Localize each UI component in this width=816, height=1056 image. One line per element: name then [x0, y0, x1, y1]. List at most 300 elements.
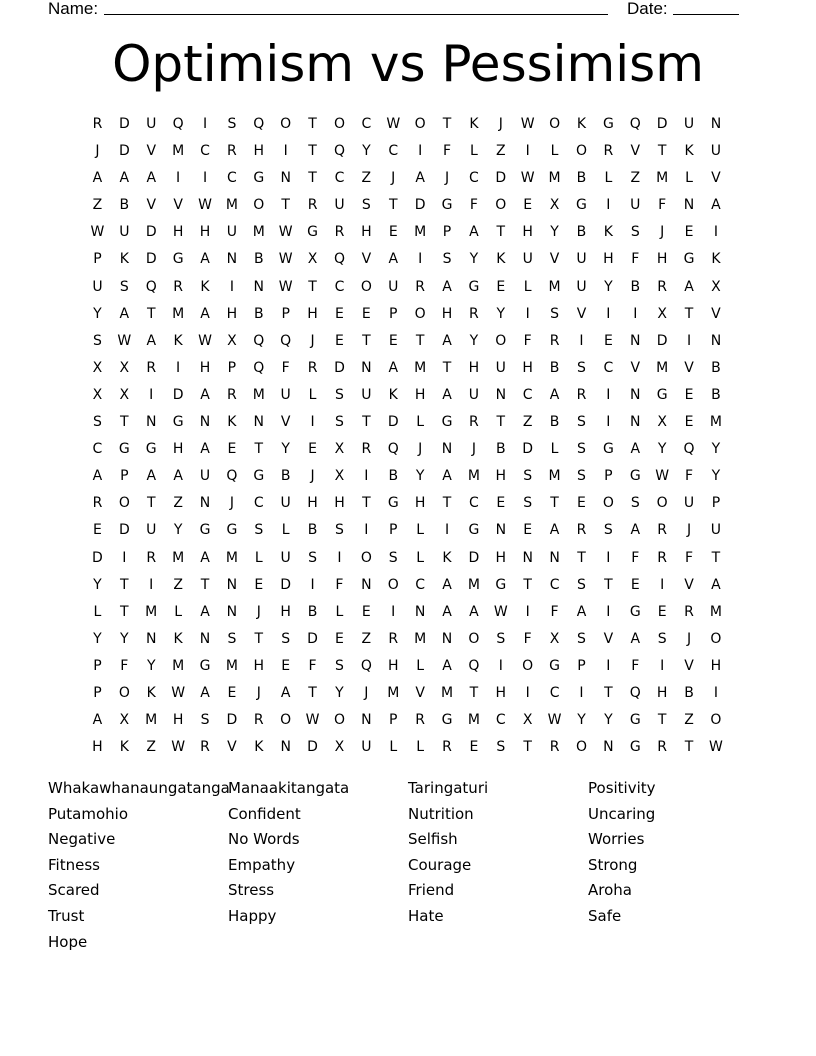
grid-letter: A	[576, 603, 587, 620]
grid-letter: O	[575, 739, 587, 756]
grid-letter: O	[414, 305, 426, 322]
grid-letter: E	[281, 657, 291, 674]
grid-letter: K	[119, 739, 129, 756]
grid-letter: X	[711, 278, 721, 295]
grid-letter: A	[469, 603, 479, 620]
grid-letter: Q	[280, 332, 292, 349]
grid-letter: S	[523, 468, 533, 485]
grid-letter: R	[227, 143, 237, 160]
grid-letter: X	[92, 359, 103, 376]
grid-letter: M	[172, 657, 185, 674]
grid-letter: E	[469, 739, 479, 756]
grid-letter: Y	[173, 522, 183, 539]
grid-letter: N	[199, 414, 211, 431]
grid-letter: T	[254, 630, 264, 647]
grid-letter: G	[172, 414, 184, 431]
word-list-item: Fitness	[48, 855, 100, 874]
grid-row	[84, 490, 729, 517]
grid-letter: L	[604, 170, 613, 187]
grid-letter: I	[337, 549, 342, 566]
grid-letter: E	[227, 441, 237, 458]
grid-letter: Y	[604, 712, 613, 729]
grid-letter: A	[200, 684, 210, 701]
grid-letter: Y	[146, 657, 156, 674]
grid-letter: U	[334, 197, 345, 214]
grid-letter: T	[442, 495, 452, 512]
word-list-item: Confident	[228, 804, 301, 823]
grid-letter: E	[523, 197, 533, 214]
grid-letter: D	[656, 332, 668, 349]
grid-letter: C	[388, 143, 399, 160]
grid-letter: B	[549, 359, 560, 376]
grid-letter: N	[253, 414, 265, 431]
grid-letter: H	[522, 359, 533, 376]
grid-letter: U	[361, 739, 372, 756]
word-list-item: Uncaring	[588, 804, 656, 823]
grid-letter: D	[307, 630, 318, 647]
grid-letter: G	[253, 170, 265, 187]
grid-letter: R	[361, 441, 372, 458]
grid-letter: H	[280, 603, 291, 620]
grid-letter: U	[361, 386, 372, 403]
grid-letter: U	[199, 468, 211, 485]
grid-letter: R	[442, 739, 452, 756]
grid-letter: R	[307, 197, 318, 214]
grid-letter: E	[335, 332, 344, 349]
letter-grid	[84, 111, 729, 761]
grid-letter: A	[630, 630, 641, 647]
grid-letter: L	[416, 522, 425, 539]
grid-letter: D	[334, 359, 345, 376]
grid-letter: I	[606, 549, 611, 566]
grid-letter: H	[199, 359, 211, 376]
grid-letter: K	[200, 278, 210, 295]
word-list-item: Hate	[408, 907, 444, 925]
grid-letter: O	[280, 116, 292, 132]
grid-letter: W	[493, 603, 508, 620]
name-blank-line[interactable]	[104, 14, 608, 15]
grid-letter: Y	[604, 278, 613, 295]
grid-letter: Z	[361, 630, 372, 647]
grid-letter: J	[364, 684, 369, 701]
grid-letter: X	[119, 712, 130, 729]
grid-letter: F	[308, 657, 317, 674]
grid-letter: E	[657, 603, 667, 620]
grid-letter: Z	[361, 170, 372, 187]
grid-letter: L	[281, 522, 290, 539]
grid-letter: Q	[253, 332, 265, 349]
grid-letter: O	[414, 116, 426, 132]
grid-row	[84, 219, 729, 246]
grid-letter: L	[550, 441, 559, 458]
grid-letter: O	[333, 116, 345, 132]
grid-letter: T	[550, 495, 559, 512]
grid-letter: Y	[496, 305, 506, 322]
grid-letter: S	[361, 197, 371, 214]
grid-letter: M	[225, 197, 238, 214]
grid-letter: L	[550, 143, 559, 160]
grid-letter: E	[388, 224, 398, 241]
grid-letter: M	[709, 414, 722, 431]
grid-letter: R	[603, 143, 614, 160]
grid-letter: X	[549, 197, 560, 214]
grid-letter: H	[92, 739, 103, 756]
grid-letter: R	[253, 712, 264, 729]
word-list-item: Hope	[48, 932, 88, 951]
grid-letter: Y	[415, 468, 425, 485]
grid-letter: Q	[145, 278, 157, 295]
grid-letter: X	[119, 359, 130, 376]
grid-letter: N	[495, 522, 507, 539]
grid-row	[84, 572, 729, 599]
grid-letter: Q	[468, 657, 480, 674]
grid-letter: C	[469, 170, 479, 187]
grid-letter: S	[603, 522, 613, 539]
grid-letter: Y	[657, 441, 667, 458]
grid-letter: A	[119, 305, 130, 322]
grid-letter: N	[603, 739, 614, 756]
grid-row	[84, 599, 729, 626]
grid-letter: B	[549, 414, 560, 431]
grid-letter: C	[522, 386, 533, 403]
grid-row	[84, 680, 729, 707]
grid-row	[84, 274, 729, 301]
grid-letter: P	[120, 468, 129, 485]
grid-letter: Z	[684, 712, 694, 729]
grid-letter: R	[92, 495, 103, 512]
grid-letter: R	[200, 739, 210, 756]
grid-letter: A	[200, 549, 210, 566]
grid-letter: H	[253, 657, 265, 674]
grid-letter: D	[118, 116, 130, 132]
grid-letter: E	[335, 305, 344, 322]
grid-letter: A	[630, 441, 641, 458]
grid-letter: L	[93, 603, 102, 620]
grid-letter: I	[606, 305, 611, 322]
grid-letter: B	[684, 684, 694, 701]
grid-letter: S	[577, 468, 586, 485]
grid-letter: T	[577, 549, 586, 566]
grid-letter: V	[227, 739, 237, 756]
grid-letter: U	[576, 251, 587, 268]
grid-letter: M	[656, 170, 669, 187]
grid-letter: V	[630, 359, 641, 376]
grid-letter: V	[361, 251, 372, 268]
grid-letter: A	[200, 441, 210, 458]
grid-letter: C	[495, 712, 506, 729]
grid-letter: P	[93, 251, 102, 268]
grid-letter: I	[149, 386, 154, 403]
word-list-item: No Words	[228, 830, 300, 849]
grid-letter: V	[711, 305, 721, 322]
grid-letter: Q	[360, 657, 372, 674]
grid-letter: R	[388, 630, 399, 647]
word-list-item: Putamohio	[48, 804, 129, 823]
grid-letter: T	[496, 224, 506, 241]
grid-letter: O	[118, 684, 130, 701]
grid-letter: G	[468, 522, 480, 539]
grid-letter: R	[657, 739, 668, 756]
grid-letter: R	[92, 116, 103, 132]
grid-letter: X	[227, 332, 237, 349]
page-title: Optimism vs Pessimism	[112, 35, 704, 93]
grid-letter: U	[146, 116, 157, 132]
grid-letter: Z	[146, 739, 157, 756]
grid-letter: V	[603, 630, 614, 647]
grid-letter: A	[442, 657, 452, 674]
grid-letter: E	[388, 332, 398, 349]
grid-letter: H	[495, 468, 507, 485]
grid-letter: I	[606, 197, 611, 214]
grid-letter: D	[414, 197, 426, 214]
grid-letter: Y	[281, 441, 290, 458]
grid-letter: G	[656, 386, 668, 403]
grid-letter: G	[549, 657, 561, 674]
grid-letter: U	[92, 278, 103, 295]
grid-letter: R	[469, 305, 479, 322]
grid-letter: E	[496, 278, 506, 295]
grid-letter: T	[120, 576, 129, 593]
grid-letter: T	[415, 332, 425, 349]
grid-letter: A	[146, 170, 157, 187]
grid-letter: Y	[120, 630, 129, 647]
grid-letter: Y	[469, 332, 479, 349]
grid-letter: J	[256, 684, 261, 701]
grid-letter: A	[388, 251, 399, 268]
grid-letter: G	[576, 197, 587, 214]
grid-letter: T	[442, 116, 452, 132]
grid-letter: I	[713, 684, 718, 701]
grid-letter: U	[119, 224, 130, 241]
grid-letter: Y	[362, 143, 371, 160]
grid-letter: P	[281, 305, 290, 322]
grid-letter: S	[577, 630, 586, 647]
grid-letter: L	[416, 657, 425, 674]
grid-letter: W	[520, 170, 535, 187]
grid-letter: A	[711, 197, 721, 214]
grid-letter: W	[278, 278, 293, 295]
grid-letter: M	[709, 603, 722, 620]
grid-letter: X	[334, 739, 345, 756]
grid-letter: G	[683, 251, 695, 268]
word-list-item: Selfish	[408, 830, 458, 849]
name-date-line	[48, 0, 748, 20]
grid-letter: N	[710, 116, 722, 132]
grid-letter: J	[256, 603, 261, 620]
grid-letter: K	[119, 251, 129, 268]
grid-letter: E	[684, 224, 694, 241]
grid-letter: X	[334, 468, 345, 485]
grid-letter: U	[495, 359, 506, 376]
grid-letter: D	[387, 414, 399, 431]
grid-letter: R	[334, 224, 345, 241]
word-list-item: Aroha	[588, 881, 632, 900]
name-label: Name:	[48, 0, 99, 18]
grid-letter: O	[602, 495, 614, 512]
grid-letter: D	[118, 143, 130, 160]
grid-letter: G	[629, 603, 641, 620]
grid-letter: O	[522, 657, 534, 674]
grid-letter: Y	[577, 712, 586, 729]
grid-letter: C	[549, 684, 560, 701]
grid-letter: V	[630, 143, 641, 160]
grid-letter: H	[656, 684, 668, 701]
grid-row	[84, 436, 729, 463]
grid-letter: I	[283, 143, 288, 160]
grid-letter: H	[334, 495, 345, 512]
grid-letter: B	[576, 224, 587, 241]
grid-letter: S	[254, 522, 264, 539]
grid-letter: R	[173, 278, 183, 295]
grid-letter: J	[444, 170, 450, 187]
grid-letter: U	[710, 143, 722, 160]
grid-letter: J	[229, 495, 234, 512]
word-list-item: Stress	[228, 881, 275, 900]
grid-letter: P	[227, 359, 237, 376]
grid-letter: I	[606, 603, 611, 620]
grid-letter: O	[710, 712, 722, 729]
grid-letter: E	[308, 441, 317, 458]
grid-letter: X	[657, 305, 667, 322]
grid-letter: G	[226, 522, 238, 539]
grid-letter: O	[575, 143, 587, 160]
grid-letter: S	[227, 116, 237, 132]
date-label: Date:	[627, 0, 668, 18]
grid-letter: F	[685, 549, 694, 566]
grid-letter: A	[200, 603, 210, 620]
grid-letter: N	[199, 495, 211, 512]
grid-letter: G	[441, 414, 453, 431]
grid-letter: R	[415, 712, 425, 729]
grid-letter: T	[523, 739, 532, 756]
grid-letter: E	[254, 576, 264, 593]
grid-letter: T	[120, 414, 129, 431]
grid-letter: N	[199, 630, 211, 647]
grid-letter: P	[389, 522, 398, 539]
grid-letter: A	[173, 468, 183, 485]
grid-row	[84, 301, 729, 328]
grid-letter: M	[414, 630, 427, 647]
grid-letter: I	[579, 332, 584, 349]
grid-letter: K	[254, 739, 264, 756]
grid-letter: W	[655, 468, 670, 485]
grid-letter: L	[335, 603, 344, 620]
grid-letter: L	[254, 549, 263, 566]
grid-letter: M	[467, 576, 480, 593]
grid-letter: A	[92, 712, 103, 729]
grid-letter: O	[360, 278, 372, 295]
word-list-item: Friend	[408, 881, 455, 900]
grid-letter: C	[549, 576, 560, 593]
grid-letter: D	[145, 251, 157, 268]
grid-letter: K	[711, 251, 721, 268]
grid-letter: S	[227, 630, 237, 647]
grid-letter: G	[199, 522, 211, 539]
grid-letter: D	[118, 522, 130, 539]
grid-letter: I	[660, 576, 665, 593]
grid-letter: F	[631, 251, 640, 268]
grid-letter: N	[683, 197, 695, 214]
grid-letter: E	[496, 495, 506, 512]
grid-letter: K	[576, 116, 587, 132]
grid-letter: K	[173, 630, 183, 647]
grid-letter: M	[225, 657, 238, 674]
grid-letter: T	[523, 576, 532, 593]
grid-letter: J	[418, 441, 423, 458]
grid-letter: E	[577, 495, 586, 512]
grid-letter: A	[92, 468, 103, 485]
grid-letter: F	[550, 603, 559, 620]
grid-letter: I	[660, 657, 665, 674]
grid-letter: W	[709, 739, 723, 756]
grid-letter: U	[683, 495, 695, 512]
grid-letter: N	[361, 712, 372, 729]
grid-row	[84, 328, 729, 355]
word-list-item: Manaakitangata	[228, 779, 350, 797]
grid-letter: H	[495, 549, 507, 566]
word-list-item: Strong	[588, 855, 638, 874]
grid-letter: V	[146, 197, 157, 214]
grid-row	[84, 111, 729, 138]
grid-letter: G	[629, 712, 641, 729]
grid-letter: R	[146, 359, 157, 376]
grid-letter: P	[93, 657, 102, 674]
grid-letter: I	[579, 684, 584, 701]
grid-letter: H	[603, 251, 614, 268]
grid-letter: H	[199, 224, 211, 241]
grid-letter: P	[442, 224, 452, 241]
grid-letter: G	[145, 441, 157, 458]
grid-letter: N	[226, 251, 238, 268]
word-list-item: Empathy	[228, 855, 296, 874]
grid-letter: T	[469, 684, 479, 701]
grid-row	[84, 382, 729, 409]
grid-letter: O	[495, 197, 507, 214]
grid-letter: G	[253, 468, 265, 485]
grid-letter: G	[602, 441, 614, 458]
grid-letter: F	[631, 657, 640, 674]
grid-letter: W	[171, 739, 186, 756]
grid-letter: A	[200, 305, 210, 322]
grid-letter: B	[253, 251, 264, 268]
grid-letter: N	[253, 278, 265, 295]
grid-letter: W	[547, 712, 562, 729]
grid-letter: L	[416, 414, 425, 431]
grid-letter: I	[364, 522, 369, 539]
grid-letter: X	[119, 386, 130, 403]
grid-letter: M	[172, 143, 185, 160]
grid-letter: K	[227, 414, 237, 431]
grid-letter: K	[496, 251, 506, 268]
grid-letter: T	[684, 305, 694, 322]
grid-letter: R	[576, 522, 587, 539]
grid-letter: T	[308, 143, 317, 160]
grid-letter: E	[93, 522, 102, 539]
grid-letter: G	[441, 712, 453, 729]
grid-letter: N	[630, 414, 641, 431]
grid-letter: R	[469, 414, 479, 431]
grid-letter: Z	[92, 197, 103, 214]
grid-letter: V	[684, 359, 694, 376]
grid-letter: N	[441, 630, 453, 647]
grid-letter: X	[307, 251, 318, 268]
grid-letter: P	[93, 684, 102, 701]
grid-letter: A	[711, 576, 721, 593]
grid-letter: U	[280, 386, 291, 403]
grid-letter: T	[308, 684, 317, 701]
date-blank-line[interactable]	[673, 14, 739, 15]
grid-letter: B	[711, 359, 721, 376]
